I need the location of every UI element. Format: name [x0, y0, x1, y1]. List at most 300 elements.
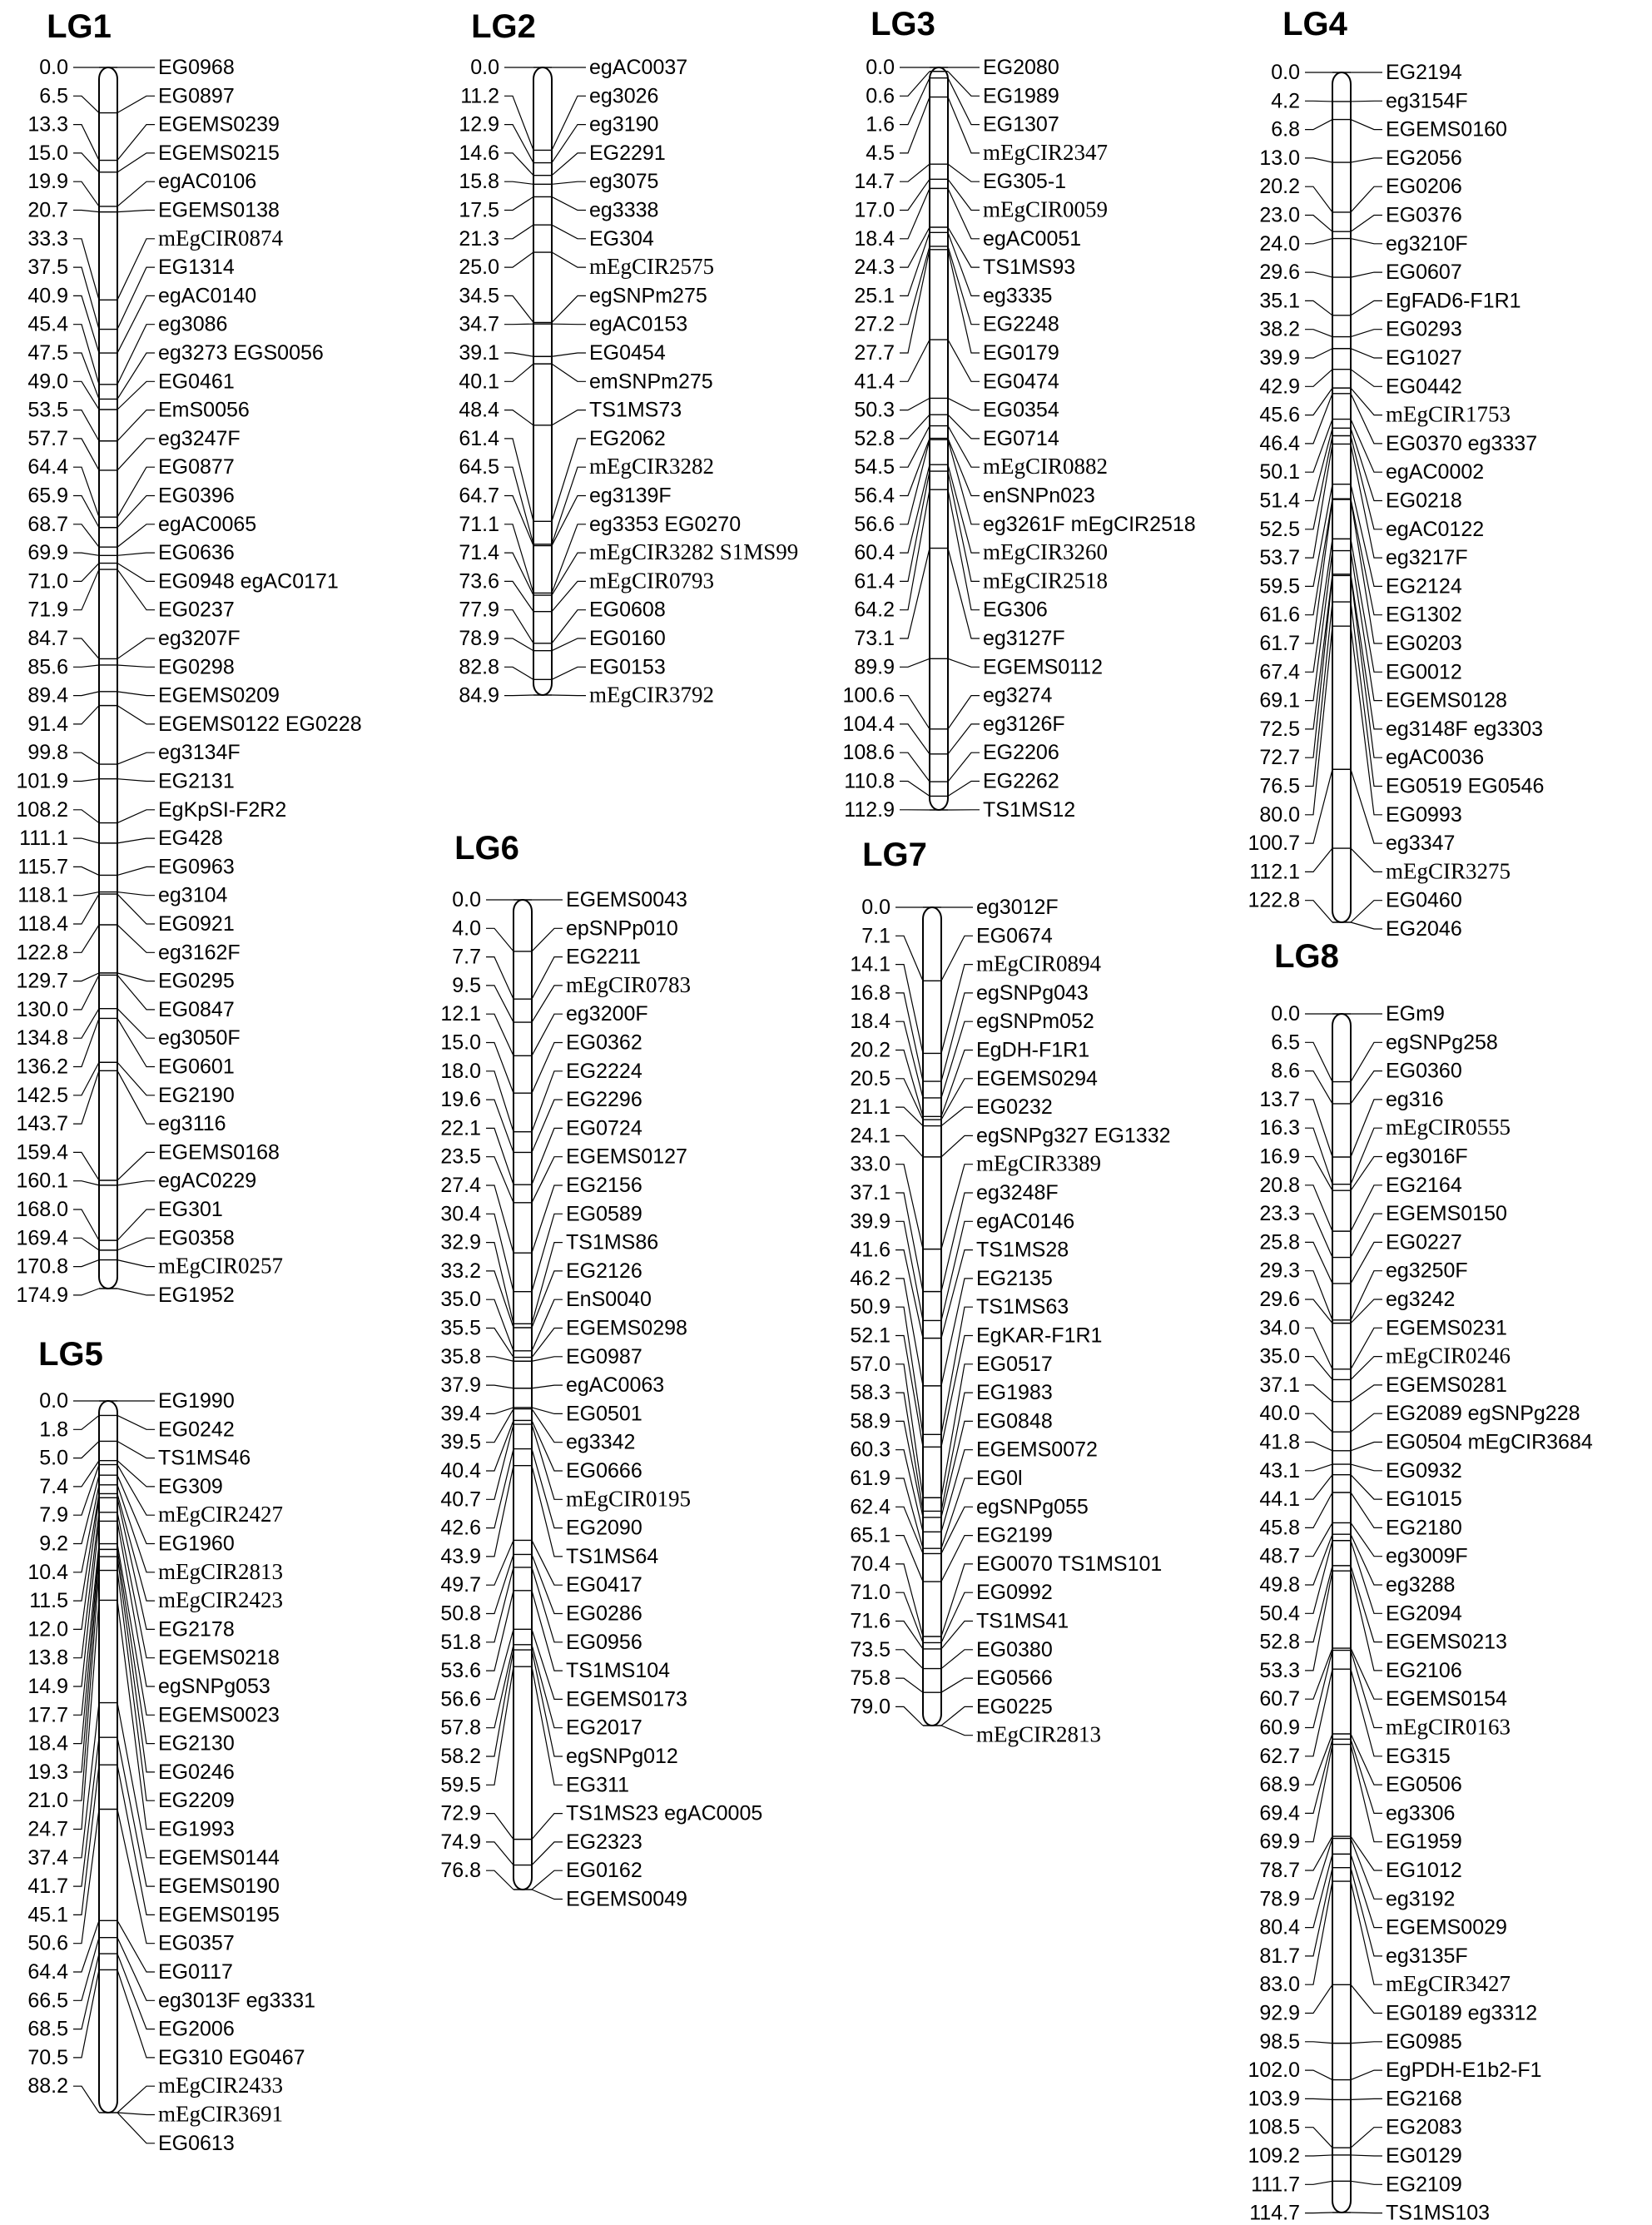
lg7-marker-label: egSNPm052: [976, 1010, 1094, 1034]
lg1-position-label: 89.4: [27, 683, 68, 708]
lg1-position-leader: [73, 1009, 99, 1039]
lg1-position-leader: [73, 381, 99, 410]
lg1-marker-label: EG0396: [158, 484, 235, 508]
lg1-position-label: 134.8: [16, 1026, 68, 1050]
lg1-position-label: 168.0: [16, 1198, 68, 1221]
lg7-position-label: 21.1: [850, 1095, 890, 1120]
lg3-marker-leader: [948, 72, 980, 97]
lg8-position-label: 69.4: [1259, 1801, 1300, 1825]
lg4-position-label: 13.0: [1259, 146, 1300, 170]
lg5-marker-label: EG2209: [158, 1789, 235, 1813]
lg8-chromosome: [1332, 1014, 1351, 2213]
lg5-position-label: 64.4: [27, 1960, 68, 1984]
lg1-marker-leader: [117, 381, 155, 410]
lg1-position-leader: [73, 553, 99, 555]
lg7-marker-label: EG0380: [976, 1637, 1053, 1661]
lg3-marker-leader: [948, 752, 980, 782]
lg8-marker-leader: [1351, 1328, 1382, 1369]
lg1-marker-leader: [117, 211, 155, 212]
lg2-position-label: 34.5: [459, 284, 499, 308]
lg1-marker-leader: [117, 1009, 155, 1039]
lg3-marker-label: mEgCIR3260: [983, 539, 1109, 565]
lg4-marker-label: EG0460: [1386, 888, 1462, 912]
lg1-position-leader: [73, 752, 99, 764]
lg1-marker-label: EG0847: [158, 997, 235, 1021]
lg4-marker-label: EG2124: [1386, 574, 1462, 598]
lg7-marker-label: egSNPg043: [976, 981, 1089, 1005]
lg7-position-label: 61.9: [850, 1467, 890, 1490]
lg6-marker-label: EGEMS0049: [566, 1887, 687, 1911]
lg4-marker-label: egAC0002: [1386, 460, 1485, 484]
lg1-position-leader: [73, 181, 99, 206]
lg3-position-leader: [900, 426, 930, 468]
lg5-marker-label: EGEMS0218: [158, 1646, 280, 1670]
lg6-position-label: 58.2: [440, 1745, 481, 1768]
lg4-position-label: 80.0: [1259, 802, 1300, 827]
lg7-position-leader: [895, 1592, 923, 1642]
lg8-marker-label: EG0360: [1386, 1059, 1462, 1083]
lg1-marker-label: eg3104: [158, 883, 228, 907]
lg1-marker-leader: [117, 239, 155, 300]
lg6-position-leader: [486, 1814, 513, 1840]
lg6-marker-label: EGEMS0298: [566, 1316, 687, 1340]
lg1-marker-label: EG301: [158, 1198, 223, 1221]
lg4-position-label: 23.0: [1259, 203, 1300, 227]
lg5-position-label: 24.7: [27, 1817, 68, 1841]
lg4-marker-label: EG2046: [1386, 917, 1462, 941]
lg8-position-label: 16.3: [1259, 1116, 1300, 1140]
lg1-marker-leader: [117, 892, 155, 896]
lg6-position-leader: [486, 1357, 513, 1361]
lg6-position-leader: [486, 1842, 513, 1865]
lg8-position-label: 6.5: [1271, 1031, 1300, 1055]
lg8-position-label: 8.6: [1271, 1059, 1300, 1083]
lg2-title: LG2: [471, 8, 536, 45]
lg1-position-label: 15.0: [27, 141, 68, 165]
lg3-marker-label: TS1MS93: [983, 256, 1076, 280]
lg1-position-label: 40.9: [27, 284, 68, 308]
lg8-position-label: 102.0: [1248, 2059, 1300, 2083]
lg3-marker-leader: [948, 426, 980, 468]
lg8-position-leader: [1305, 2070, 1332, 2079]
lg8-position-label: 52.8: [1259, 1630, 1300, 1654]
lg1-position-label: 115.7: [17, 855, 68, 879]
lg8-position-label: 40.0: [1259, 1402, 1300, 1426]
lg3-marker-leader: [948, 97, 980, 153]
lg7-marker-label: TS1MS41: [976, 1609, 1069, 1633]
lg5-marker-label: TS1MS46: [158, 1446, 251, 1470]
lg1-marker-label: eg3134F: [158, 741, 241, 765]
lg6-marker-leader: [532, 1100, 563, 1152]
lg5-marker-label: EG0613: [158, 2131, 235, 2155]
lg1-marker-leader: [117, 1062, 155, 1095]
lg2-position-leader: [504, 296, 533, 322]
lg1-marker-leader: [117, 894, 155, 924]
lg2-position-leader: [504, 252, 533, 267]
lg3-marker-label: EG306: [983, 598, 1048, 622]
lg4-marker-leader: [1351, 394, 1382, 444]
lg8-marker-label: mEgCIR0163: [1386, 1714, 1511, 1740]
lg8-position-label: 78.9: [1259, 1887, 1300, 1911]
lg3-marker-leader: [948, 232, 980, 296]
lg5-position-leader: [73, 1475, 99, 1543]
lg2-position-leader: [504, 225, 533, 239]
lg3-marker-leader: [948, 179, 980, 210]
lg4-position-label: 76.5: [1259, 774, 1300, 798]
lg4-marker-leader: [1351, 120, 1382, 130]
lg6-position-label: 9.5: [452, 973, 481, 997]
lg6-marker-leader: [532, 1591, 563, 1671]
lg3-position-leader: [900, 72, 930, 97]
lg7-position-leader: [895, 965, 923, 1054]
lg4-position-leader: [1305, 101, 1332, 102]
lg8-marker-leader: [1351, 1271, 1382, 1320]
lg4-position-leader: [1305, 330, 1332, 337]
lg7-marker-leader: [941, 1678, 973, 1692]
lg4-position-label: 4.2: [1271, 89, 1300, 113]
lg3-marker-label: eg3261F mEgCIR2518: [983, 512, 1196, 536]
lg5-position-label: 7.9: [39, 1503, 68, 1527]
lg1-position-label: 85.6: [27, 655, 68, 679]
lg7-marker-leader: [941, 1250, 973, 1338]
lg8-position-label: 60.9: [1259, 1716, 1300, 1740]
lg6-marker-leader: [532, 957, 563, 1000]
lg3-marker-label: EGEMS0112: [983, 655, 1104, 679]
lg1-marker-leader: [117, 1018, 155, 1066]
lg4-marker-label: EG0218: [1386, 489, 1462, 513]
lg3-marker-leader: [948, 398, 980, 410]
lg2-marker-leader: [552, 524, 586, 593]
lg8-position-label: 114.7: [1249, 2201, 1300, 2225]
lg6-marker-label: EG0286: [566, 1602, 642, 1626]
lg6-position-label: 33.2: [440, 1259, 481, 1283]
lg2-marker-label: mEgCIR3282: [589, 454, 715, 479]
lg6-marker-leader: [532, 1466, 563, 1557]
lg5-chromosome: [99, 1401, 117, 2113]
lg4-position-label: 6.8: [1271, 117, 1300, 142]
lg4-position-label: 59.5: [1259, 574, 1300, 598]
lg3-position-label: 61.4: [854, 569, 895, 593]
lg3-marker-label: eg3335: [983, 284, 1053, 308]
lg1-marker-leader: [117, 867, 155, 875]
lg3-position-label: 54.5: [854, 455, 895, 479]
lg4-marker-leader: [1351, 769, 1382, 843]
lg7-position-label: 58.3: [850, 1381, 890, 1405]
lg3-position-label: 0.0: [866, 56, 895, 79]
lg8-marker-label: EG2109: [1386, 2173, 1462, 2197]
lg1-marker-leader: [117, 779, 155, 782]
lg4-marker-label: EG0293: [1386, 317, 1462, 341]
lg1-position-label: 169.4: [16, 1226, 68, 1250]
lg4-position-leader: [1305, 370, 1332, 387]
lg1-position-label: 69.9: [27, 541, 68, 565]
lg6-position-label: 59.5: [440, 1773, 481, 1797]
lg3-position-leader: [900, 549, 930, 638]
lg3-marker-label: EG2206: [983, 741, 1059, 765]
lg3-position-label: 100.6: [842, 683, 895, 708]
lg8-marker-label: EG0506: [1386, 1773, 1462, 1797]
lg1-marker-leader: [117, 975, 155, 1010]
lg4-marker-label: EGEMS0160: [1386, 117, 1507, 142]
lg6-marker-leader: [532, 1357, 563, 1361]
lg1-marker-label: eg3086: [158, 312, 228, 336]
lg7-position-leader: [895, 1678, 923, 1692]
lg8-marker-leader: [1351, 1413, 1382, 1432]
lg8-position-label: 68.9: [1259, 1773, 1300, 1797]
lg1-marker-leader: [117, 439, 155, 470]
lg3-position-label: 1.6: [866, 112, 895, 137]
lg7-position-label: 39.9: [850, 1209, 890, 1234]
lg4-marker-leader: [1351, 330, 1382, 337]
lg6-position-leader: [486, 1449, 513, 1528]
lg1-position-label: 130.0: [16, 997, 68, 1021]
lg6-marker-leader: [532, 1385, 563, 1388]
lg4-position-label: 50.1: [1259, 460, 1300, 484]
lg8-marker-label: egSNPg258: [1386, 1031, 1498, 1055]
lg2-position-label: 73.6: [459, 569, 499, 593]
lg3-position-leader: [900, 752, 930, 782]
lg7-position-leader: [895, 1135, 923, 1156]
lg7-marker-label: EG0225: [976, 1695, 1053, 1719]
lg2-marker-label: TS1MS73: [589, 398, 682, 422]
lg8-position-label: 25.8: [1259, 1230, 1300, 1254]
lg1-marker-leader: [117, 153, 155, 172]
lg7-position-leader: [895, 1622, 923, 1649]
lg8-position-label: 80.4: [1259, 1915, 1300, 1939]
lg1-position-label: 6.5: [39, 84, 68, 108]
lg5-marker-label: mEgCIR2813: [158, 1558, 284, 1584]
lg3-marker-label: EG0474: [983, 370, 1059, 394]
lg3-marker-leader: [948, 250, 980, 353]
lg1-position-label: 53.5: [27, 398, 68, 422]
lg2-marker-leader: [552, 439, 586, 521]
lg1-position-leader: [73, 1238, 99, 1250]
lg4-marker-leader: [1351, 922, 1382, 929]
lg8-position-label: 29.3: [1259, 1259, 1300, 1283]
lg6-marker-label: EG0162: [566, 1859, 642, 1883]
lg1-marker-label: mEgCIR0874: [158, 225, 284, 251]
lg1-marker-leader: [117, 973, 155, 981]
lg1-marker-leader: [117, 325, 155, 385]
lg6-position-leader: [486, 1214, 513, 1291]
lg1-marker-leader: [117, 496, 155, 528]
lg5-position-label: 1.8: [39, 1418, 68, 1442]
lg5-position-label: 14.9: [27, 1675, 68, 1698]
lg1-position-label: 170.8: [16, 1254, 68, 1279]
lg5-marker-label: EGEMS0190: [158, 1875, 280, 1899]
lg8-marker-label: EGm9: [1386, 1002, 1445, 1026]
lg6-marker-label: EG0724: [566, 1116, 642, 1140]
lg3-position-leader: [900, 724, 930, 754]
lg7-marker-label: mEgCIR0894: [976, 951, 1102, 976]
lg6-position-label: 22.1: [440, 1116, 481, 1140]
lg5-marker-label: EG2006: [158, 2017, 235, 2041]
lg5-marker-label: EG2178: [158, 1617, 235, 1641]
lg8-position-label: 37.1: [1259, 1373, 1300, 1397]
lg1-position-label: 71.9: [27, 598, 68, 622]
lg2-position-label: 34.7: [459, 312, 499, 336]
lg4-position-label: 42.9: [1259, 375, 1300, 399]
lg2-marker-label: mEgCIR3792: [589, 682, 715, 708]
lg8-marker-label: EGEMS0029: [1386, 1915, 1507, 1939]
lg6-marker-label: TS1MS64: [566, 1544, 659, 1568]
lg4-marker-leader: [1351, 158, 1382, 162]
lg5-position-label: 17.7: [27, 1703, 68, 1727]
lg4-marker-leader: [1351, 388, 1382, 415]
lg3-marker-label: EG305-1: [983, 170, 1067, 194]
lg6-position-label: 37.9: [440, 1373, 481, 1398]
lg4-marker-leader: [1351, 436, 1382, 529]
lg7-position-leader: [895, 1393, 923, 1511]
lg7-position-label: 46.2: [850, 1266, 890, 1290]
lg4-position-label: 53.7: [1259, 546, 1300, 570]
lg2-marker-leader: [552, 638, 586, 651]
lg7-position-leader: [895, 1079, 923, 1120]
lg6-marker-leader: [532, 1842, 563, 1865]
lg3-marker-label: mEgCIR0059: [983, 196, 1109, 222]
lg1-position-leader: [73, 211, 99, 212]
lg1-marker-label: EG0358: [158, 1226, 235, 1250]
lg6-position-label: 27.4: [440, 1174, 481, 1197]
lg8-marker-leader: [1351, 1984, 1382, 2013]
lg7-marker-label: EG0566: [976, 1666, 1053, 1691]
lg8-position-leader: [1305, 2155, 1332, 2156]
lg6-position-leader: [486, 1870, 513, 1890]
lg5-position-label: 7.4: [39, 1474, 68, 1498]
lg2-marker-leader: [552, 96, 586, 150]
lg7-marker-label: TS1MS28: [976, 1238, 1069, 1262]
lg2-marker-label: EG0454: [589, 341, 666, 365]
lg8-marker-label: EGEMS0154: [1386, 1687, 1507, 1711]
lg3-marker-leader: [948, 724, 980, 754]
lg1-position-leader: [73, 892, 99, 896]
lg2-marker-leader: [552, 296, 586, 322]
lg3-position-label: 27.2: [854, 312, 895, 336]
lg6-position-label: 0.0: [452, 888, 481, 911]
lg4-marker-leader: [1351, 272, 1382, 277]
lg4-marker-leader: [1351, 186, 1382, 212]
lg8-position-label: 103.9: [1248, 2087, 1300, 2111]
lg5-position-leader: [73, 1461, 99, 1487]
lg7-marker-leader: [941, 1706, 973, 1726]
lg7-position-label: 7.1: [861, 924, 890, 948]
lg1-position-label: 111.1: [19, 827, 68, 851]
lg7-marker-leader: [941, 1165, 973, 1249]
lg8-marker-label: EG0129: [1386, 2144, 1462, 2168]
lg4-position-leader: [1305, 769, 1332, 843]
lg6-marker-label: EG311: [566, 1773, 629, 1797]
lg4-marker-label: EG1302: [1386, 603, 1462, 627]
lg6-marker-leader: [532, 1666, 563, 1785]
lg6-position-label: 39.4: [440, 1402, 481, 1426]
lg3-position-label: 112.9: [844, 797, 895, 822]
lg4-chromosome: [1332, 72, 1351, 922]
lg3-position-label: 27.7: [854, 341, 895, 365]
lg6-position-label: 35.5: [440, 1316, 481, 1340]
lg4-marker-label: eg3210F: [1386, 231, 1468, 256]
lg7-position-leader: [895, 1564, 923, 1636]
lg5-marker-label: mEgCIR3691: [158, 2101, 284, 2127]
lg6-marker-label: EG2296: [566, 1088, 642, 1112]
lg6-marker-label: epSNPp010: [566, 916, 678, 941]
lg3-marker-label: mEgCIR0882: [983, 454, 1109, 479]
lg2-marker-leader: [552, 553, 586, 595]
lg1-marker-label: eg3273 EGS0056: [158, 341, 324, 365]
lg7-position-label: 60.3: [850, 1438, 890, 1462]
lg7-marker-label: EG0674: [976, 924, 1053, 948]
lg8-position-label: 49.8: [1259, 1573, 1300, 1597]
lg7-marker-leader: [941, 1564, 973, 1636]
lg1-marker-label: EG0877: [158, 455, 235, 479]
lg2-position-label: 0.0: [470, 56, 499, 79]
lg7-marker-leader: [941, 936, 973, 981]
lg8-position-label: 108.5: [1248, 2115, 1300, 2139]
lg8-position-leader: [1305, 1385, 1332, 1402]
lg4-marker-label: egAC0036: [1386, 746, 1485, 770]
lg1-marker-label: EGEMS0209: [158, 683, 280, 708]
lg6-title: LG6: [454, 830, 519, 867]
lg3-position-leader: [900, 179, 930, 210]
lg6-marker-leader: [532, 928, 563, 951]
lg1-position-label: 64.4: [27, 455, 68, 479]
lg1-marker-label: EG0948 egAC0171: [158, 569, 339, 593]
lg6-position-label: 35.8: [440, 1344, 481, 1368]
lg3-position-label: 24.3: [854, 256, 895, 280]
lg1-position-leader: [73, 810, 99, 823]
lg4-position-label: 52.5: [1259, 517, 1300, 541]
lg2-position-label: 64.7: [459, 484, 499, 508]
lg6-marker-leader: [532, 1870, 563, 1890]
lg8-position-label: 60.7: [1259, 1687, 1300, 1711]
lg7-position-label: 79.0: [850, 1695, 890, 1719]
lg1-position-leader: [73, 975, 99, 1010]
lg6-position-label: 18.0: [440, 1059, 481, 1083]
lg8-position-label: 23.3: [1259, 1202, 1300, 1226]
lg6-position-leader: [486, 1385, 513, 1388]
lg7-position-label: 33.0: [850, 1152, 890, 1176]
lg3-marker-label: EG1989: [983, 84, 1059, 108]
lg8-position-label: 109.2: [1248, 2144, 1300, 2168]
lg8-marker-leader: [1351, 1534, 1382, 1585]
lg1-marker-label: EGEMS0239: [158, 112, 280, 137]
lg7-position-label: 71.6: [850, 1609, 890, 1633]
lg1-marker-label: EG0461: [158, 370, 235, 394]
lg1-marker-label: EGEMS0215: [158, 141, 280, 165]
lg6-position-label: 19.6: [440, 1088, 481, 1112]
lg8-marker-leader: [1351, 1868, 1382, 1956]
lg8-position-leader: [1305, 1475, 1332, 1499]
lg1-position-leader: [73, 569, 99, 610]
lg7-position-label: 18.4: [850, 1010, 890, 1034]
lg4-position-leader: [1305, 239, 1332, 244]
lg8-position-leader: [1305, 1492, 1332, 1527]
lg7-position-leader: [895, 1250, 923, 1338]
lg5-position-label: 41.7: [27, 1875, 68, 1899]
lg8-position-leader: [1305, 2098, 1332, 2099]
lg5-marker-leader: [117, 1415, 155, 1429]
lg4-marker-leader: [1351, 349, 1382, 358]
lg8-position-leader: [1305, 2042, 1332, 2044]
lg6-marker-label: EnS0040: [566, 1288, 652, 1312]
lg1-position-leader: [73, 838, 99, 843]
lg1-position-label: 101.9: [16, 769, 68, 793]
lg7-position-leader: [895, 1336, 923, 1448]
lg1-marker-label: EG0295: [158, 969, 235, 993]
lg7-position-label: 52.1: [850, 1324, 890, 1348]
lg7-marker-leader: [941, 1021, 973, 1098]
lg1-position-leader: [73, 1209, 99, 1240]
lg7-position-label: 37.1: [850, 1181, 890, 1204]
